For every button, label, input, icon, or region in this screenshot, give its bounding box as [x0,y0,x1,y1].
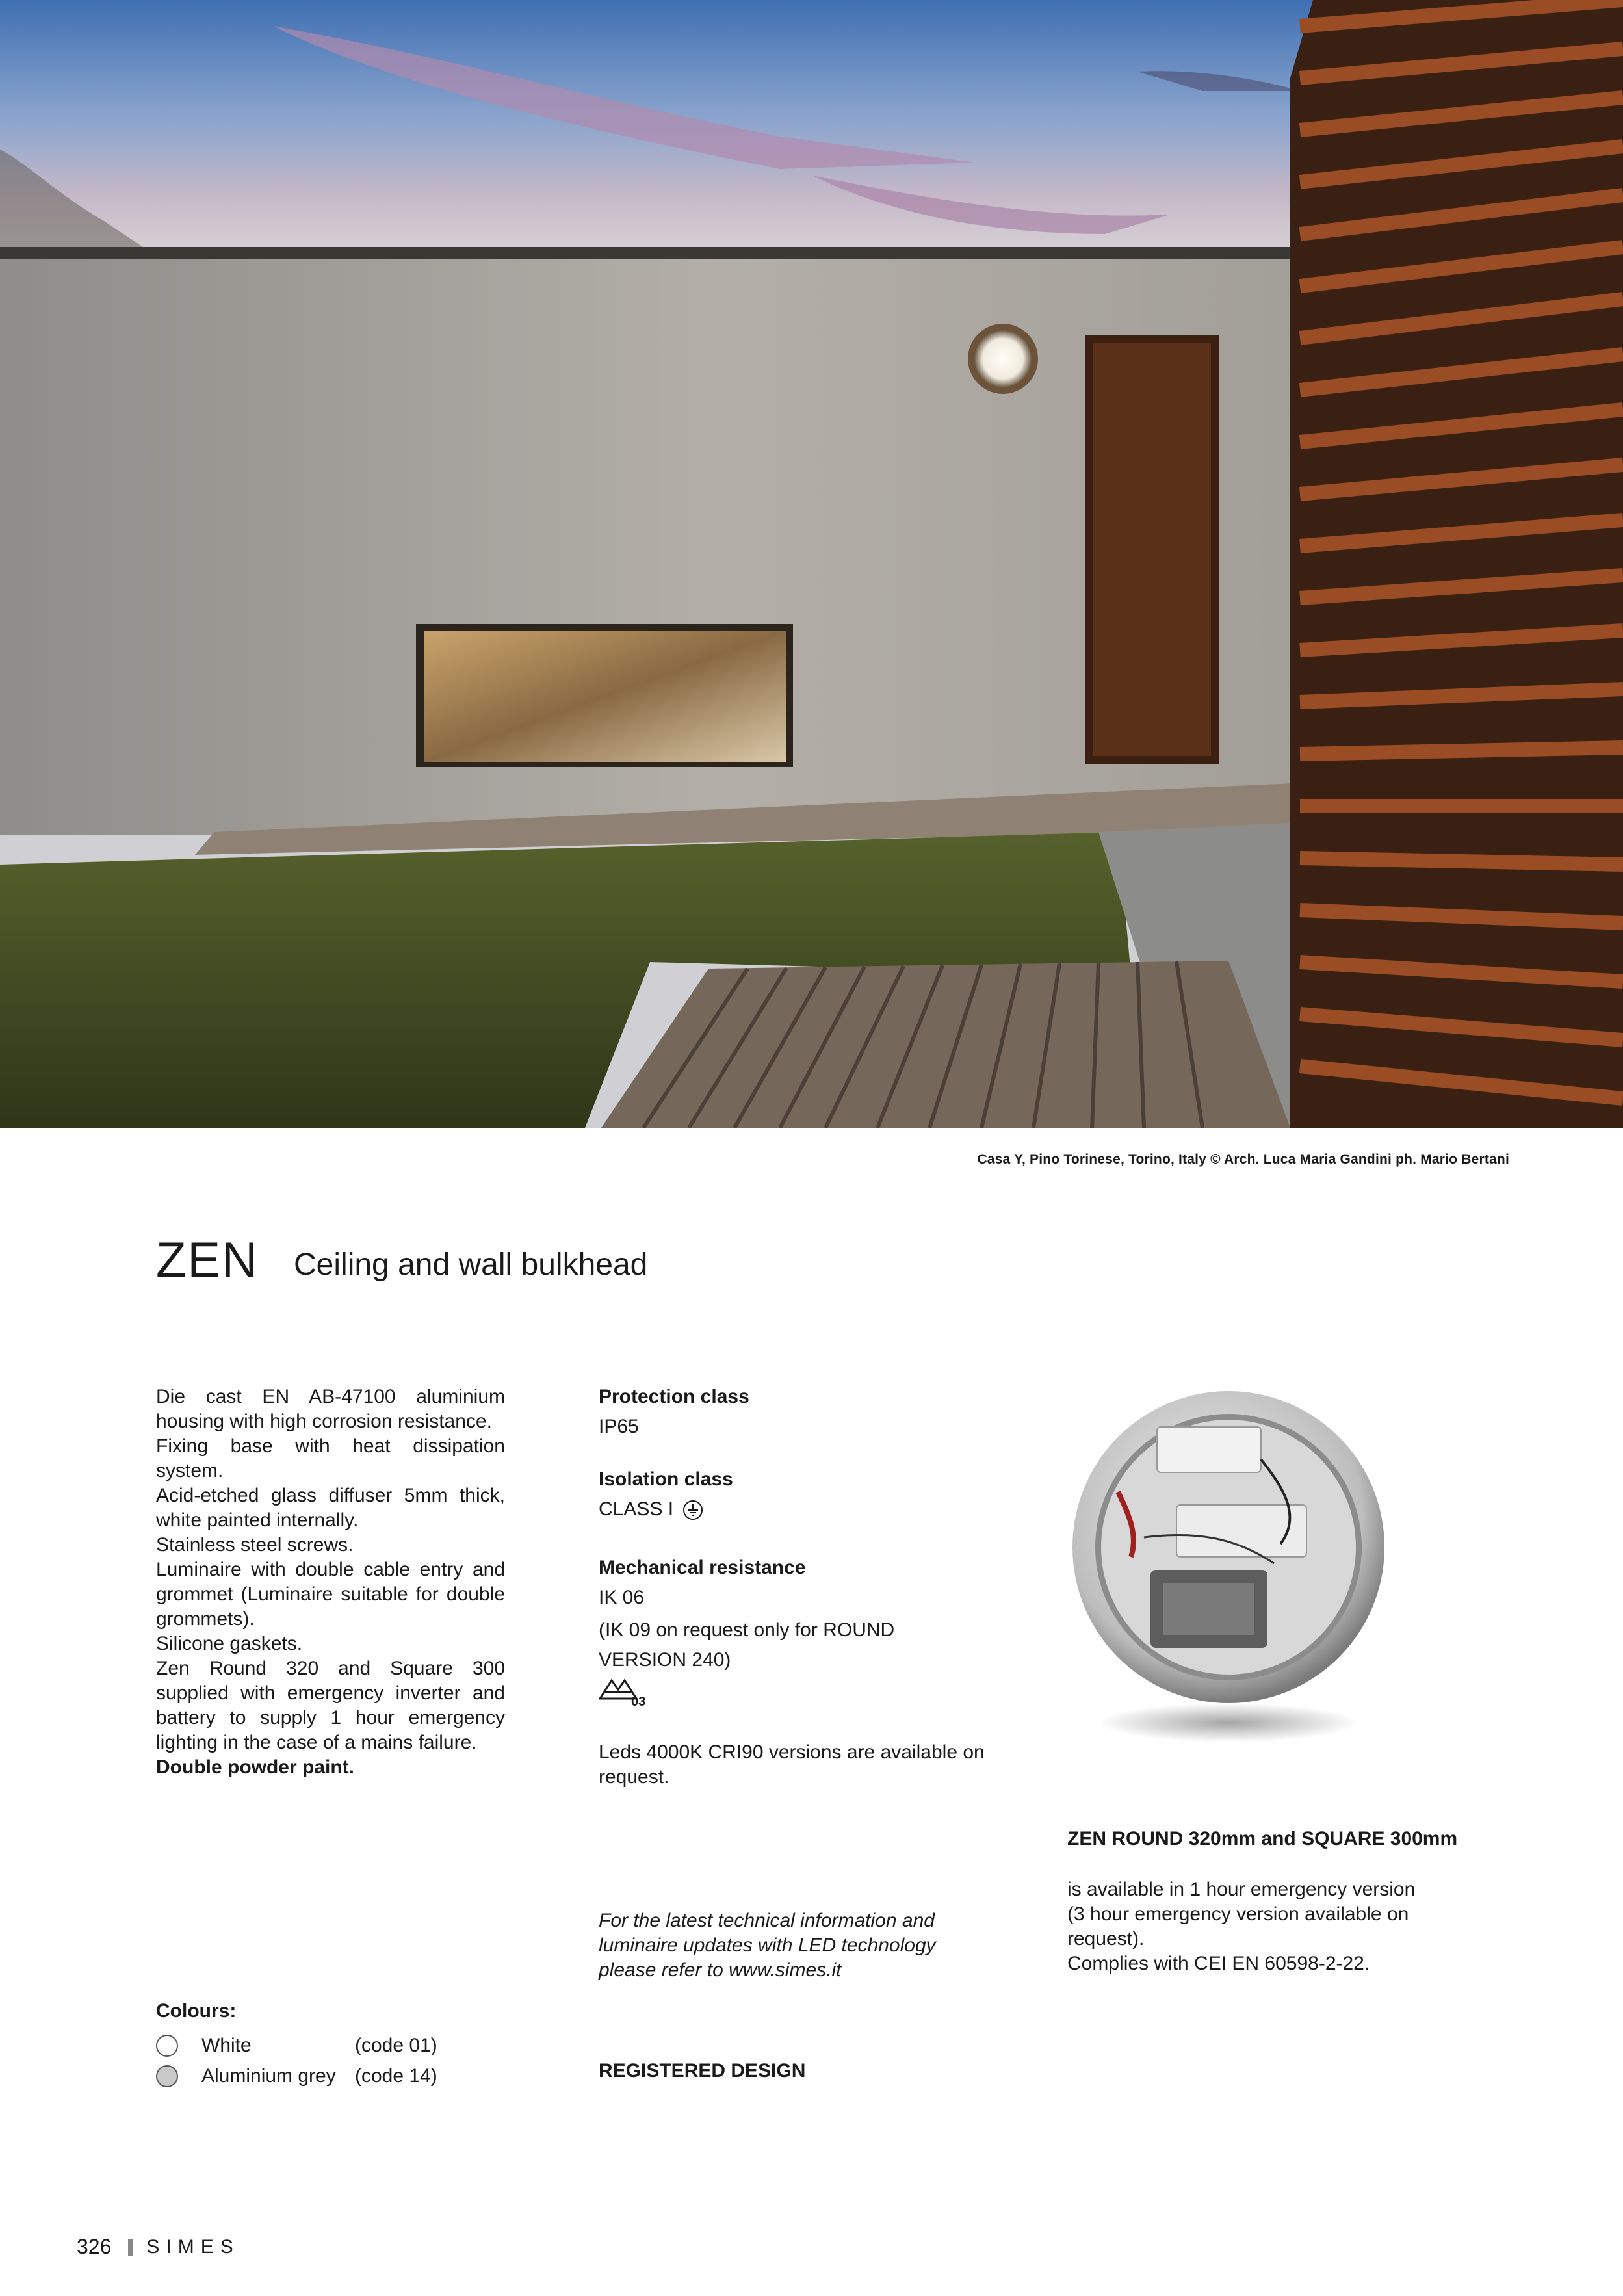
emergency-line: Complies with CEI EN 60598-2-22. [1067,1953,1370,1974]
ik-badge-number: 03 [631,1695,646,1709]
colour-code: (code 01) [355,2035,437,2056]
leds-note: Leds 4000K CRI90 versions are available on request. [599,1742,985,1788]
ik-badge-icon [599,1676,989,1709]
description-line: Zen Round 320 and Square 300 supplied with emergency inverter and battery to supply 1 hour emergency lighting in the case of a mains failure. [156,1658,505,1753]
mechanical-resistance-label: Mechanical resistance [599,1557,806,1578]
hero-photo [0,0,1623,1128]
description-line: Die cast EN AB-47100 aluminium housing with high corrosion resistance. [156,1386,505,1432]
registered-design-label: REGISTERED DESIGN [599,2060,806,2081]
emergency-line: (3 hour emergency version available on request). [1067,1903,1409,1950]
description-line: Fixing base with heat dissipation system. [156,1435,505,1481]
description-line: Luminaire with double cable entry and grommet (Luminaire suitable for double grommets). [156,1559,505,1630]
product-name: ZEN [156,1233,259,1288]
colour-option-grey [156,2064,437,2089]
specs-column [599,1385,989,1790]
emergency-line: is available in 1 hour emergency version [1067,1879,1416,1900]
white-swatch-icon [156,2035,178,2057]
page-number: 326 [77,2235,112,2258]
protection-class-value: IP65 [599,1416,639,1437]
grey-swatch-icon [156,2065,178,2087]
description-line: Acid-etched glass diffuser 5mm thick, white painted internally. [156,1485,505,1531]
description-column [156,1385,505,1780]
update-note: For the latest technical information and luminaire updates with LED technology please refer to www.simes.it [599,1910,936,1981]
colour-name: Aluminium grey [201,2065,336,2087]
description-line: Silicone gaskets. [156,1633,303,1654]
isolation-class-label: Isolation class [599,1468,733,1490]
product-subtitle: Ceiling and wall bulkhead [294,1247,648,1282]
emergency-heading: ZEN ROUND 320mm and SQUARE 300mm [1067,1828,1458,1849]
colour-option-white [156,2033,437,2058]
colours-heading: Colours: [156,2000,237,2022]
mechanical-resistance-value: IK 06 [599,1587,645,1608]
colour-code: (code 14) [355,2065,437,2087]
colour-name: White [201,2035,252,2056]
architecture-photo [0,0,1623,1128]
mechanical-resistance-note: (IK 09 on request only for ROUND VERSION 240) [599,1619,895,1671]
product-photo [1066,1375,1391,1752]
ground-symbol-icon [682,1500,703,1520]
description-line: Stainless steel screws. [156,1534,354,1556]
footer-divider [128,2239,133,2256]
paint-note: Double powder paint. [156,1756,354,1778]
protection-class-label: Protection class [599,1386,749,1407]
brand-name: SIMES [146,2236,240,2258]
isolation-class-value: CLASS I [599,1498,674,1520]
isolation-class-row [599,1497,989,1522]
photo-caption: Casa Y, Pino Torinese, Torino, Italy © Arch. Luca Maria Gandini ph. Mario Bertani [977,1152,1509,1167]
emergency-column [1067,1827,1483,1976]
page-footer [77,2235,240,2259]
